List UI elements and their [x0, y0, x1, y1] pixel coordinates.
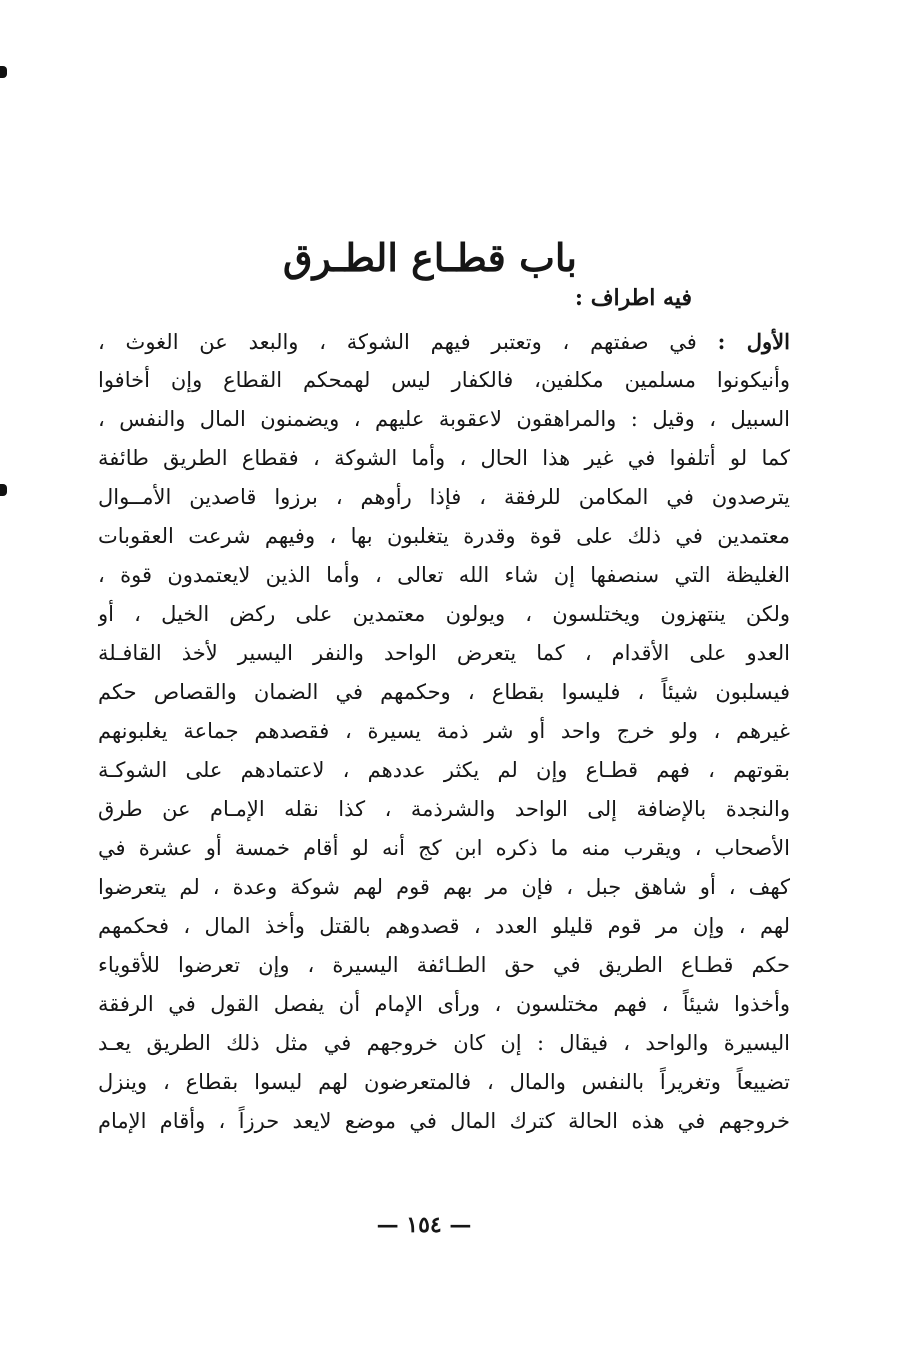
text-line: اليسيرة والواحد ، فيقال : إن كان خروجهم في مثل ذلك الطريق يعـد: [98, 1031, 790, 1055]
first-line-text: في صفتهم ، وتعتبر فيهم الشوكة ، والبعد عن الغوث ،: [98, 330, 697, 354]
text-line: ولكن ينتهزون ويختلسون ، ويولون معتمدين على ركض الخيل ، أو: [98, 602, 790, 626]
section-subheading: فيه اطراف :: [574, 285, 692, 311]
first-part-label: الأول :: [717, 329, 790, 354]
margin-dot-mark: [0, 66, 7, 78]
text-line: الأصحاب ، ويقرب منه ما ذكره ابن كج أنه لو أقام خمسة أو عشرة في: [98, 836, 790, 860]
text-line: تضييعاً وتغريراً بالنفس والمال ، فالمتعرضون لهم ليسوا بقطاع ، وينزل: [98, 1070, 790, 1094]
body-text: [98, 322, 790, 1141]
text-line: العدو على الأقدام ، كما يتعرض الواحد والنفر اليسير لأخذ القافـلة: [98, 641, 790, 665]
text-line: والنجدة بالإضافة إلى الواحد والشرذمة ، كذا نقله الإمـام عن طرق: [98, 797, 790, 821]
chapter-title: باب قطـاع الطـرق: [283, 235, 577, 280]
text-line: السبيل ، وقيل : والمراهقون لاعقوبة عليهم ، ويضمنون المال والنفس ،: [98, 407, 790, 431]
margin-dot-mark: [0, 484, 7, 496]
text-line: وأخذوا شيئاً ، فهم مختلسون ، ورأى الإمام أن يفصل القول في الرفقة: [98, 992, 790, 1016]
text-line: يترصدون في المكامن للرفقة ، فإذا رأوهم ، برزوا قاصدين الأمــوال: [98, 485, 790, 509]
text-line: معتمدين في ذلك على قوة وقدرة يتغلبون بها ، وفيهم شرعت العقوبات: [98, 524, 790, 548]
page-number: — ١٥٤ —: [376, 1212, 472, 1238]
text-line: فيسلبون شيئاً ، فليسوا بقطاع ، وحكمهم في الضمان والقصاص حكم: [98, 680, 790, 704]
text-line: حكم قطـاع الطريق في حق الطـائفة اليسيرة ، وإن تعرضوا للأقوياء: [98, 953, 790, 977]
text-line: كهف ، أو شاهق جبل ، فإن مر بهم قوم لهم شوكة وعدة ، لم يتعرضوا: [98, 875, 790, 899]
text-line: [98, 322, 790, 361]
text-line: غيرهم ، ولو خرج واحد أو شر ذمة يسيرة ، فقصدهم جماعة يغلبونهم: [98, 719, 790, 743]
text-line: كما لو أتلفوا في غير هذا الحال ، وأما الشوكة ، فقطاع الطريق طائفة: [98, 446, 790, 470]
text-line: وأنيكونوا مسلمين مكلفين، فالكفار ليس لهمحكم القطاع وإن أخافوا: [98, 368, 790, 392]
text-line: لهم ، وإن مر قوم قليلو العدد ، قصدوهم بالقتل وأخذ المال ، فحكمهم: [98, 914, 790, 938]
text-line: خروجهم في هذه الحالة كترك المال في موضع لايعد حرزاً ، وأقام الإمام: [98, 1109, 790, 1133]
text-line: الغليظة التي سنصفها إن شاء الله تعالى ، وأما الذين لايعتمدون قوة ،: [98, 563, 790, 587]
text-line: بقوتهم ، فهم قطـاع وإن لم يكثر عددهم ، لاعتمادهم على الشوكـة: [98, 758, 790, 782]
